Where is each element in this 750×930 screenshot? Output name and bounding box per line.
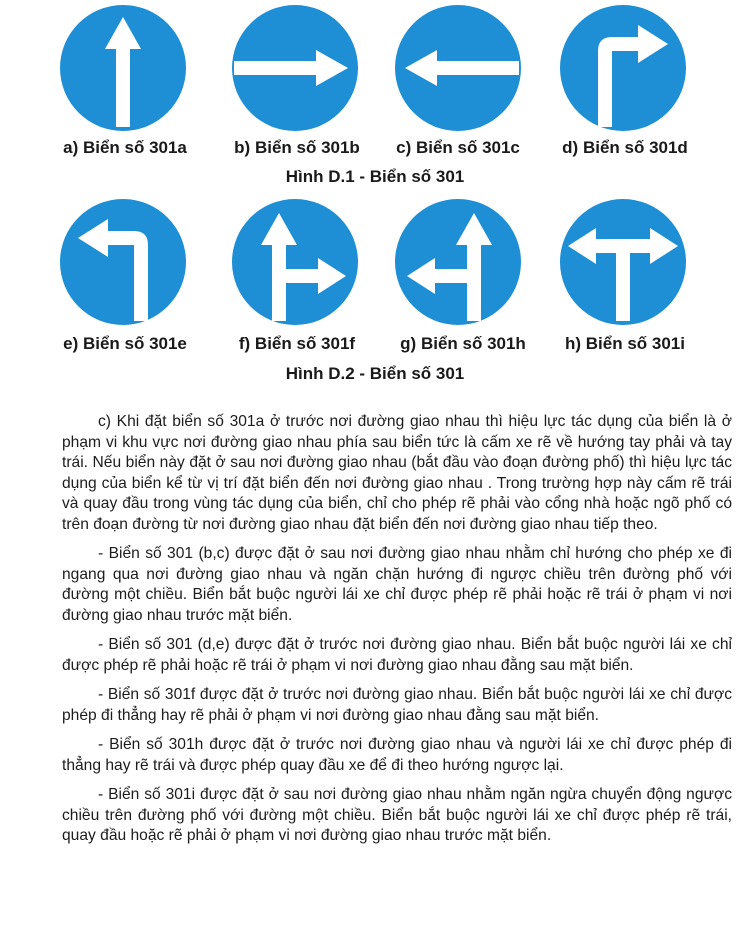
paragraph-301h: - Biển số 301h được đặt ở trước nơi đường giao nhau và người lái xe chỉ được phép đi thẳng hay rẽ trái và được phép quay đầu xe để đi theo hướng ngược lại. [62, 736, 732, 774]
left-or-right-arrow-icon [558, 197, 688, 327]
sign-301f [230, 197, 360, 327]
straight-arrow-icon [58, 3, 188, 133]
straight-or-right-arrow-icon [230, 197, 360, 327]
paragraph-301bc: - Biển số 301 (b,c) được đặt ở sau nơi đường giao nhau nhằm chỉ hướng cho phép xe đi ngang qua nơi đường giao nhau và ngăn chặn hướng đi ngược chiều trên đường phố với đường một chiều. Biển bắt buộc người lái xe chỉ được phép rẽ phải hoặc rẽ trái ở phạm vi nơi đường giao nhau trước mặt biển. [62, 545, 732, 624]
caption-301a: a) Biển số 301a [63, 138, 187, 157]
figure2-title: Hình D.2 - Biển số 301 [285, 364, 465, 383]
sign-301c [393, 3, 523, 133]
caption-301b: b) Biển số 301b [234, 138, 360, 157]
caption-301c: c) Biển số 301c [396, 138, 520, 157]
caption-301d: d) Biển số 301d [562, 138, 688, 157]
body-text [62, 412, 732, 856]
sign-301b [230, 3, 360, 133]
figure1-title: Hình D.1 - Biển số 301 [285, 167, 465, 186]
paragraph-301de: - Biển số 301 (d,e) được đặt ở trước nơi đường giao nhau. Biển bắt buộc người lái xe chỉ được phép rẽ phải hoặc rẽ trái ở phạm vi nơi đường giao nhau đằng sau mặt biển. [62, 636, 732, 674]
sign-301e [58, 197, 188, 327]
paragraph-301i: - Biển số 301i được đặt ở sau nơi đường giao nhau nhằm ngăn ngừa chuyển động ngược chiều trên đường phố với đường một chiều. Biển bắt buộc người lái xe chỉ được phép rẽ trái, quay đầu hoặc rẽ phải ở phạm vi nơi đường giao nhau trước mặt biển. [62, 786, 732, 844]
turn-left-arrow-icon [58, 197, 188, 327]
paragraph-301a: c) Khi đặt biển số 301a ở trước nơi đường giao nhau thì hiệu lực tác dụng của biển là ở phạm vi khu vực nơi đường giao nhau phía sau biển tức là cấm xe rẽ về hướng tay phải và tay trái. Nếu biển này đặt ở sau nơi đường giao nhau (bắt đầu vào đoạn đường phố) thì hiệu lực tác dụng của biển kể từ vị trí đặt biển đến nơi đường giao nhau . Trong trường hợp này cấm rẽ trái và quay đầu trong vùng tác dụng của biển, chỉ cho phép rẽ phải vào cổng nhà hoặc ngõ phố có trên đoạn đường từ nơi đường giao nhau đặt biển đến nơi đường giao nhau tiếp theo. [62, 413, 732, 533]
caption-301e: e) Biển số 301e [63, 334, 187, 353]
sign-301i [558, 197, 688, 327]
sign-301d [558, 3, 688, 133]
straight-or-left-arrow-icon [393, 197, 523, 327]
sign-301h [393, 197, 523, 327]
sign-301a [58, 3, 188, 133]
caption-301f: f) Biển số 301f [238, 334, 356, 353]
turn-right-arrow-icon [558, 3, 688, 133]
paragraph-301f: - Biển số 301f được đặt ở trước nơi đường giao nhau. Biển bắt buộc người lái xe chỉ được phép đi thẳng hay rẽ phải ở phạm vi nơi đường giao nhau đằng sau mặt biển. [62, 686, 732, 724]
caption-301h: g) Biển số 301h [400, 334, 526, 353]
left-arrow-icon [393, 3, 523, 133]
right-arrow-icon [230, 3, 360, 133]
caption-301i: h) Biển số 301i [565, 334, 685, 353]
